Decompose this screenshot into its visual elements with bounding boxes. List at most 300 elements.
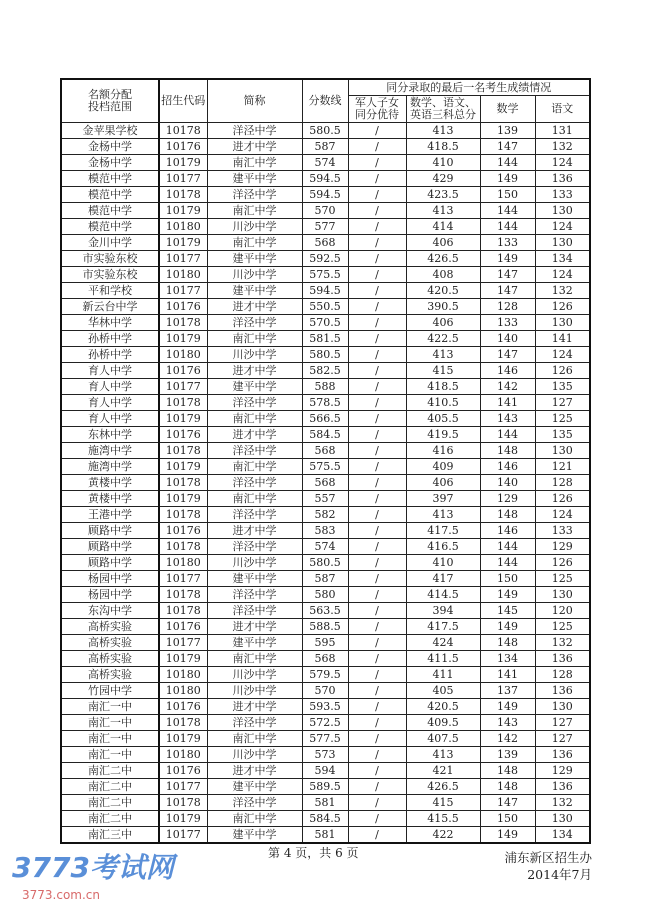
cell-total: 414 bbox=[406, 219, 480, 235]
cell-math: 149 bbox=[480, 251, 535, 267]
table-row bbox=[61, 235, 590, 251]
cell-range: 南汇二中 bbox=[61, 763, 159, 779]
cell-math: 149 bbox=[480, 619, 535, 635]
cell-score: 557 bbox=[302, 491, 348, 507]
cell-chinese: 129 bbox=[535, 539, 590, 555]
cell-abbr: 进才中学 bbox=[207, 699, 302, 715]
cell-score: 595 bbox=[302, 635, 348, 651]
cell-code: 10179 bbox=[159, 155, 207, 171]
cell-score: 579.5 bbox=[302, 667, 348, 683]
cell-range: 高桥实验 bbox=[61, 667, 159, 683]
cell-abbr: 洋泾中学 bbox=[207, 587, 302, 603]
cell-range: 施湾中学 bbox=[61, 459, 159, 475]
table-row bbox=[61, 523, 590, 539]
cell-code: 10179 bbox=[159, 811, 207, 827]
cell-code: 10178 bbox=[159, 443, 207, 459]
cell-abbr: 南汇中学 bbox=[207, 459, 302, 475]
cell-abbr: 川沙中学 bbox=[207, 667, 302, 683]
cell-military: / bbox=[348, 139, 406, 155]
cell-chinese: 130 bbox=[535, 203, 590, 219]
cell-math: 146 bbox=[480, 363, 535, 379]
cell-total: 413 bbox=[406, 747, 480, 763]
cell-score: 594.5 bbox=[302, 283, 348, 299]
header-group: 同分录取的最后一名考生成绩情况 bbox=[348, 79, 590, 96]
cell-chinese: 126 bbox=[535, 491, 590, 507]
cell-math: 141 bbox=[480, 667, 535, 683]
header-abbr: 简称 bbox=[207, 79, 302, 123]
cell-math: 129 bbox=[480, 491, 535, 507]
table-row bbox=[61, 251, 590, 267]
cell-abbr: 川沙中学 bbox=[207, 683, 302, 699]
cell-abbr: 南汇中学 bbox=[207, 235, 302, 251]
cell-total: 390.5 bbox=[406, 299, 480, 315]
cell-range: 模范中学 bbox=[61, 171, 159, 187]
cell-range: 东林中学 bbox=[61, 427, 159, 443]
table-row bbox=[61, 795, 590, 811]
cell-math: 150 bbox=[480, 571, 535, 587]
table-row bbox=[61, 619, 590, 635]
cell-chinese: 133 bbox=[535, 187, 590, 203]
cell-code: 10177 bbox=[159, 379, 207, 395]
cell-chinese: 126 bbox=[535, 299, 590, 315]
cell-range: 高桥实验 bbox=[61, 651, 159, 667]
header-military: 军人子女 同分优待 bbox=[348, 96, 406, 123]
table-row bbox=[61, 171, 590, 187]
cell-score: 593.5 bbox=[302, 699, 348, 715]
cell-chinese: 134 bbox=[535, 827, 590, 844]
cell-score: 589.5 bbox=[302, 779, 348, 795]
cell-code: 10178 bbox=[159, 395, 207, 411]
table-row bbox=[61, 379, 590, 395]
cell-code: 10176 bbox=[159, 139, 207, 155]
table-row bbox=[61, 347, 590, 363]
cell-code: 10179 bbox=[159, 331, 207, 347]
cell-code: 10177 bbox=[159, 779, 207, 795]
cell-total: 417 bbox=[406, 571, 480, 587]
cell-military: / bbox=[348, 171, 406, 187]
header-range: 名额分配 投档范围 bbox=[61, 79, 159, 123]
table-row bbox=[61, 683, 590, 699]
table-row bbox=[61, 459, 590, 475]
cell-total: 420.5 bbox=[406, 699, 480, 715]
cell-score: 577.5 bbox=[302, 731, 348, 747]
cell-code: 10178 bbox=[159, 795, 207, 811]
cell-code: 10176 bbox=[159, 427, 207, 443]
cell-math: 149 bbox=[480, 171, 535, 187]
cell-score: 582.5 bbox=[302, 363, 348, 379]
table-row bbox=[61, 155, 590, 171]
table-row bbox=[61, 555, 590, 571]
cell-score: 568 bbox=[302, 443, 348, 459]
cell-military: / bbox=[348, 219, 406, 235]
table-row bbox=[61, 571, 590, 587]
cell-abbr: 建平中学 bbox=[207, 571, 302, 587]
cell-military: / bbox=[348, 299, 406, 315]
header-math: 数学 bbox=[480, 96, 535, 123]
cell-score: 587 bbox=[302, 571, 348, 587]
header-code: 招生代码 bbox=[159, 79, 207, 123]
cell-math: 142 bbox=[480, 731, 535, 747]
cell-code: 10179 bbox=[159, 651, 207, 667]
header-total: 数学、语文、 英语三科总分 bbox=[406, 96, 480, 123]
cell-military: / bbox=[348, 619, 406, 635]
table-row bbox=[61, 443, 590, 459]
cell-score: 568 bbox=[302, 651, 348, 667]
cell-total: 422.5 bbox=[406, 331, 480, 347]
cell-chinese: 121 bbox=[535, 459, 590, 475]
table-row bbox=[61, 667, 590, 683]
cell-score: 574 bbox=[302, 155, 348, 171]
page-number: 第 4 页，共 6 页 bbox=[268, 846, 359, 860]
cell-code: 10179 bbox=[159, 731, 207, 747]
cell-math: 139 bbox=[480, 123, 535, 139]
cell-score: 568 bbox=[302, 475, 348, 491]
cell-score: 592.5 bbox=[302, 251, 348, 267]
cell-score: 581 bbox=[302, 795, 348, 811]
cell-total: 423.5 bbox=[406, 187, 480, 203]
cell-score: 588 bbox=[302, 379, 348, 395]
cell-range: 市实验东校 bbox=[61, 251, 159, 267]
cell-chinese: 131 bbox=[535, 123, 590, 139]
cell-military: / bbox=[348, 587, 406, 603]
cell-range: 南汇一中 bbox=[61, 747, 159, 763]
cell-code: 10178 bbox=[159, 123, 207, 139]
cell-range: 育人中学 bbox=[61, 363, 159, 379]
cell-military: / bbox=[348, 667, 406, 683]
cell-abbr: 洋泾中学 bbox=[207, 123, 302, 139]
cell-chinese: 129 bbox=[535, 763, 590, 779]
cell-score: 594 bbox=[302, 763, 348, 779]
cell-chinese: 134 bbox=[535, 251, 590, 267]
cell-total: 417.5 bbox=[406, 523, 480, 539]
table-row bbox=[61, 827, 590, 844]
cell-score: 580 bbox=[302, 587, 348, 603]
cell-total: 415 bbox=[406, 363, 480, 379]
table-row bbox=[61, 203, 590, 219]
cell-range: 顾路中学 bbox=[61, 523, 159, 539]
cell-military: / bbox=[348, 459, 406, 475]
cell-chinese: 135 bbox=[535, 427, 590, 443]
cell-total: 416.5 bbox=[406, 539, 480, 555]
cell-abbr: 洋泾中学 bbox=[207, 507, 302, 523]
cell-code: 10180 bbox=[159, 683, 207, 699]
cell-chinese: 120 bbox=[535, 603, 590, 619]
cell-military: / bbox=[348, 555, 406, 571]
cell-abbr: 洋泾中学 bbox=[207, 315, 302, 331]
cell-score: 573 bbox=[302, 747, 348, 763]
cell-military: / bbox=[348, 475, 406, 491]
cell-math: 150 bbox=[480, 187, 535, 203]
cell-abbr: 建平中学 bbox=[207, 171, 302, 187]
cell-code: 10179 bbox=[159, 411, 207, 427]
cell-code: 10176 bbox=[159, 763, 207, 779]
cell-math: 140 bbox=[480, 331, 535, 347]
cell-range: 顾路中学 bbox=[61, 555, 159, 571]
cell-total: 406 bbox=[406, 475, 480, 491]
cell-chinese: 130 bbox=[535, 315, 590, 331]
cell-abbr: 进才中学 bbox=[207, 619, 302, 635]
cell-range: 育人中学 bbox=[61, 379, 159, 395]
cell-score: 575.5 bbox=[302, 267, 348, 283]
table-row bbox=[61, 363, 590, 379]
cell-math: 146 bbox=[480, 523, 535, 539]
cell-total: 411.5 bbox=[406, 651, 480, 667]
cell-military: / bbox=[348, 683, 406, 699]
table-row bbox=[61, 475, 590, 491]
cell-total: 418.5 bbox=[406, 379, 480, 395]
cell-abbr: 洋泾中学 bbox=[207, 475, 302, 491]
cell-chinese: 141 bbox=[535, 331, 590, 347]
cell-total: 405 bbox=[406, 683, 480, 699]
cell-abbr: 洋泾中学 bbox=[207, 395, 302, 411]
cell-chinese: 124 bbox=[535, 155, 590, 171]
table-row bbox=[61, 603, 590, 619]
cell-range: 模范中学 bbox=[61, 187, 159, 203]
table-row bbox=[61, 299, 590, 315]
cell-military: / bbox=[348, 763, 406, 779]
cell-math: 143 bbox=[480, 411, 535, 427]
cell-score: 570.5 bbox=[302, 315, 348, 331]
table-row bbox=[61, 539, 590, 555]
cell-chinese: 126 bbox=[535, 363, 590, 379]
cell-range: 南汇二中 bbox=[61, 811, 159, 827]
table-row bbox=[61, 139, 590, 155]
cell-score: 594.5 bbox=[302, 171, 348, 187]
cell-range: 金杨中学 bbox=[61, 139, 159, 155]
cell-score: 550.5 bbox=[302, 299, 348, 315]
cell-math: 146 bbox=[480, 459, 535, 475]
cell-chinese: 132 bbox=[535, 283, 590, 299]
cell-score: 563.5 bbox=[302, 603, 348, 619]
cell-total: 416 bbox=[406, 443, 480, 459]
cell-range: 杨园中学 bbox=[61, 587, 159, 603]
cell-total: 406 bbox=[406, 235, 480, 251]
cell-abbr: 川沙中学 bbox=[207, 747, 302, 763]
cell-abbr: 建平中学 bbox=[207, 251, 302, 267]
cell-abbr: 建平中学 bbox=[207, 779, 302, 795]
cell-chinese: 130 bbox=[535, 235, 590, 251]
cell-military: / bbox=[348, 651, 406, 667]
cell-chinese: 132 bbox=[535, 139, 590, 155]
cell-range: 南汇二中 bbox=[61, 795, 159, 811]
cell-range: 黄楼中学 bbox=[61, 491, 159, 507]
cell-abbr: 洋泾中学 bbox=[207, 539, 302, 555]
table-row bbox=[61, 587, 590, 603]
cell-military: / bbox=[348, 539, 406, 555]
cell-score: 568 bbox=[302, 235, 348, 251]
cell-chinese: 136 bbox=[535, 651, 590, 667]
table-row bbox=[61, 715, 590, 731]
cell-abbr: 进才中学 bbox=[207, 427, 302, 443]
cell-score: 577 bbox=[302, 219, 348, 235]
cell-math: 148 bbox=[480, 763, 535, 779]
cell-military: / bbox=[348, 779, 406, 795]
cell-military: / bbox=[348, 411, 406, 427]
cell-math: 141 bbox=[480, 395, 535, 411]
footer-issuer bbox=[504, 849, 592, 883]
cell-code: 10179 bbox=[159, 491, 207, 507]
cell-abbr: 洋泾中学 bbox=[207, 715, 302, 731]
cell-math: 143 bbox=[480, 715, 535, 731]
cell-math: 144 bbox=[480, 203, 535, 219]
cell-chinese: 135 bbox=[535, 379, 590, 395]
cell-score: 594.5 bbox=[302, 187, 348, 203]
cell-abbr: 川沙中学 bbox=[207, 267, 302, 283]
cell-chinese: 126 bbox=[535, 555, 590, 571]
cell-score: 578.5 bbox=[302, 395, 348, 411]
cell-chinese: 127 bbox=[535, 395, 590, 411]
cell-range: 高桥实验 bbox=[61, 619, 159, 635]
cell-math: 147 bbox=[480, 347, 535, 363]
cell-chinese: 130 bbox=[535, 811, 590, 827]
cell-math: 149 bbox=[480, 699, 535, 715]
cell-range: 黄楼中学 bbox=[61, 475, 159, 491]
table-row bbox=[61, 219, 590, 235]
table-row bbox=[61, 635, 590, 651]
cell-chinese: 130 bbox=[535, 699, 590, 715]
cell-total: 421 bbox=[406, 763, 480, 779]
cell-math: 149 bbox=[480, 827, 535, 844]
cell-score: 588.5 bbox=[302, 619, 348, 635]
cell-military: / bbox=[348, 827, 406, 844]
cell-chinese: 132 bbox=[535, 795, 590, 811]
cell-abbr: 建平中学 bbox=[207, 283, 302, 299]
cell-abbr: 南汇中学 bbox=[207, 491, 302, 507]
cell-abbr: 进才中学 bbox=[207, 139, 302, 155]
cell-code: 10180 bbox=[159, 347, 207, 363]
issue-date: 2014年7月 bbox=[527, 867, 592, 882]
cell-military: / bbox=[348, 379, 406, 395]
cell-military: / bbox=[348, 603, 406, 619]
cell-total: 414.5 bbox=[406, 587, 480, 603]
cell-range: 南汇一中 bbox=[61, 699, 159, 715]
cell-range: 模范中学 bbox=[61, 219, 159, 235]
cell-range: 市实验东校 bbox=[61, 267, 159, 283]
cell-range: 孙桥中学 bbox=[61, 347, 159, 363]
cell-code: 10177 bbox=[159, 635, 207, 651]
cell-military: / bbox=[348, 747, 406, 763]
header-score: 分数线 bbox=[302, 79, 348, 123]
cell-abbr: 建平中学 bbox=[207, 379, 302, 395]
cell-code: 10180 bbox=[159, 267, 207, 283]
cell-total: 426.5 bbox=[406, 251, 480, 267]
table-row bbox=[61, 491, 590, 507]
cell-abbr: 南汇中学 bbox=[207, 155, 302, 171]
cell-military: / bbox=[348, 699, 406, 715]
cell-score: 583 bbox=[302, 523, 348, 539]
cell-range: 金苹果学校 bbox=[61, 123, 159, 139]
table-row bbox=[61, 427, 590, 443]
cell-math: 148 bbox=[480, 507, 535, 523]
cell-code: 10176 bbox=[159, 699, 207, 715]
cell-score: 575.5 bbox=[302, 459, 348, 475]
cell-code: 10177 bbox=[159, 171, 207, 187]
cell-range: 高桥实验 bbox=[61, 635, 159, 651]
table-row bbox=[61, 331, 590, 347]
cell-chinese: 136 bbox=[535, 779, 590, 795]
cell-military: / bbox=[348, 235, 406, 251]
cell-military: / bbox=[348, 155, 406, 171]
cell-total: 415 bbox=[406, 795, 480, 811]
cell-score: 581.5 bbox=[302, 331, 348, 347]
cell-total: 422 bbox=[406, 827, 480, 844]
cell-score: 584.5 bbox=[302, 811, 348, 827]
cell-abbr: 川沙中学 bbox=[207, 555, 302, 571]
cell-military: / bbox=[348, 571, 406, 587]
cell-math: 147 bbox=[480, 267, 535, 283]
cell-total: 410 bbox=[406, 555, 480, 571]
cell-abbr: 洋泾中学 bbox=[207, 603, 302, 619]
cell-chinese: 128 bbox=[535, 475, 590, 491]
cell-math: 140 bbox=[480, 475, 535, 491]
cell-military: / bbox=[348, 795, 406, 811]
cell-score: 581 bbox=[302, 827, 348, 844]
cell-score: 587 bbox=[302, 139, 348, 155]
cell-abbr: 建平中学 bbox=[207, 635, 302, 651]
cell-range: 杨园中学 bbox=[61, 571, 159, 587]
cell-total: 397 bbox=[406, 491, 480, 507]
cell-total: 417.5 bbox=[406, 619, 480, 635]
cell-chinese: 125 bbox=[535, 411, 590, 427]
cell-chinese: 132 bbox=[535, 635, 590, 651]
cell-math: 134 bbox=[480, 651, 535, 667]
cell-military: / bbox=[348, 315, 406, 331]
cell-score: 580.5 bbox=[302, 123, 348, 139]
cell-range: 模范中学 bbox=[61, 203, 159, 219]
cell-code: 10176 bbox=[159, 363, 207, 379]
table-row bbox=[61, 267, 590, 283]
cell-score: 570 bbox=[302, 683, 348, 699]
cell-chinese: 133 bbox=[535, 523, 590, 539]
cell-total: 418.5 bbox=[406, 139, 480, 155]
table-row bbox=[61, 811, 590, 827]
cell-math: 144 bbox=[480, 555, 535, 571]
cell-total: 409 bbox=[406, 459, 480, 475]
cell-range: 金川中学 bbox=[61, 235, 159, 251]
cell-military: / bbox=[348, 443, 406, 459]
cell-math: 148 bbox=[480, 635, 535, 651]
cell-chinese: 125 bbox=[535, 619, 590, 635]
table-row bbox=[61, 699, 590, 715]
cell-abbr: 南汇中学 bbox=[207, 731, 302, 747]
cell-military: / bbox=[348, 507, 406, 523]
cell-math: 128 bbox=[480, 299, 535, 315]
cell-chinese: 127 bbox=[535, 731, 590, 747]
cell-range: 东沟中学 bbox=[61, 603, 159, 619]
cell-abbr: 进才中学 bbox=[207, 763, 302, 779]
cell-math: 133 bbox=[480, 315, 535, 331]
cell-range: 南汇一中 bbox=[61, 731, 159, 747]
cell-military: / bbox=[348, 251, 406, 267]
cell-math: 147 bbox=[480, 139, 535, 155]
cell-chinese: 136 bbox=[535, 683, 590, 699]
cell-chinese: 124 bbox=[535, 267, 590, 283]
cell-military: / bbox=[348, 363, 406, 379]
admission-score-table bbox=[60, 78, 591, 844]
cell-military: / bbox=[348, 635, 406, 651]
cell-code: 10176 bbox=[159, 619, 207, 635]
cell-total: 410 bbox=[406, 155, 480, 171]
cell-code: 10177 bbox=[159, 251, 207, 267]
cell-code: 10178 bbox=[159, 187, 207, 203]
cell-abbr: 洋泾中学 bbox=[207, 795, 302, 811]
cell-total: 406 bbox=[406, 315, 480, 331]
cell-total: 419.5 bbox=[406, 427, 480, 443]
cell-range: 南汇二中 bbox=[61, 779, 159, 795]
cell-range: 平和学校 bbox=[61, 283, 159, 299]
cell-abbr: 洋泾中学 bbox=[207, 187, 302, 203]
cell-math: 142 bbox=[480, 379, 535, 395]
